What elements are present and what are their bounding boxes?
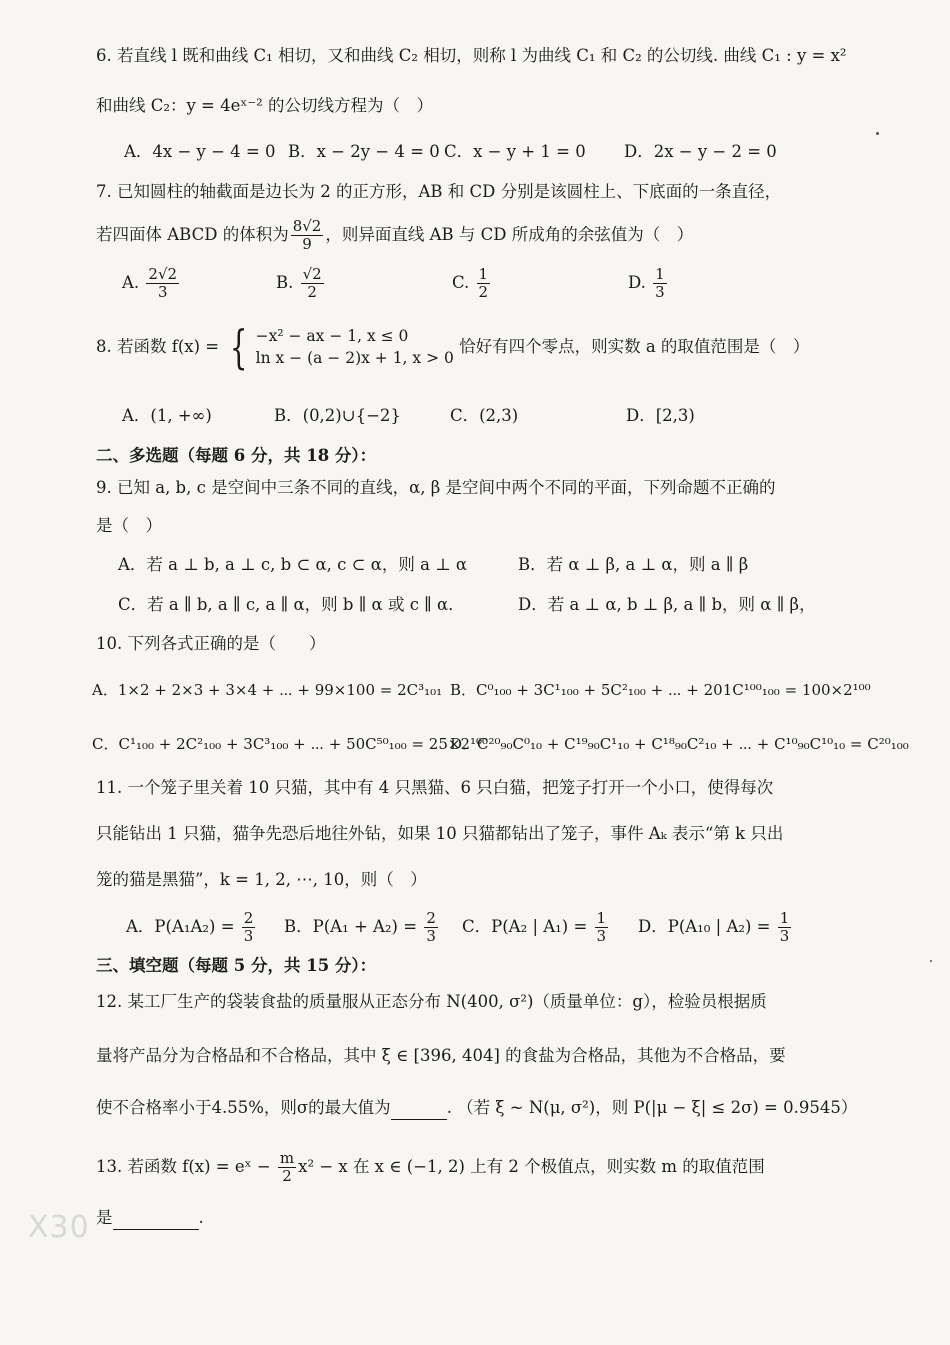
q7-line2	[96, 218, 693, 253]
q11-option-b-num: 2	[426, 909, 436, 927]
q11-option-a-fraction	[242, 910, 256, 945]
q9-option-b: B．若 α ⊥ β, a ⊥ α，则 a ∥ β	[518, 555, 749, 574]
section-3-heading: 三、填空题（每题 5 分，共 15 分）：	[96, 956, 377, 975]
q13-answer-blank[interactable]	[113, 1211, 199, 1230]
q7-line1: 7. 已知圆柱的轴截面是边长为 2 的正方形，AB 和 CD 分别是该圆柱上、下底面的一条直径，	[96, 182, 782, 201]
q7-option-d	[628, 266, 669, 301]
q9-option-a: A．若 a ⊥ b, a ⊥ c, b ⊂ α, c ⊂ α，则 a ⊥ α	[118, 555, 468, 574]
q11-option-c-den: 3	[596, 927, 607, 945]
q7-volume-num: 8√2	[292, 217, 322, 235]
q7-option-b-den: 2	[307, 283, 317, 301]
q13-line1-post: x² − x 在 x ∈ (−1, 2) 上有 2 个极值点，则实数 m 的取值范围	[298, 1157, 765, 1176]
q12-answer-blank[interactable]	[391, 1101, 447, 1120]
q12-line2: 量将产品分为合格品和不合格品，其中 ξ ∈ [396, 404] 的食盐为合格品，其他为不合格品，要	[96, 1046, 786, 1065]
section-2-heading: 二、多选题（每题 6 分，共 18 分）：	[96, 446, 377, 465]
q11-option-d	[638, 910, 793, 945]
q7-option-d-fraction	[653, 266, 667, 301]
q9-line1: 9. 已知 a, b, c 是空间中三条不同的直线，α, β 是空间中两个不同的平面，下列命题不正确的	[96, 478, 776, 497]
q8-option-d: D．[2,3)	[626, 406, 695, 425]
q8-option-a: A．(1, +∞)	[122, 406, 212, 425]
q11-option-b-fraction	[424, 910, 438, 945]
q7-option-d-den: 3	[655, 283, 665, 301]
q11-option-d-num: 1	[779, 909, 790, 927]
q11-line1: 11. 一个笼子里关着 10 只猫，其中有 4 只黑猫、6 只白猫，把笼子打开一个小口，使得每次	[96, 778, 774, 797]
q7-option-b-num: √2	[302, 265, 322, 283]
q8-stem	[96, 320, 810, 374]
q9-option-d: D．若 a ⊥ α, b ⊥ β, a ∥ b，则 α ∥ β，	[518, 595, 816, 614]
q11-option-d-pre: D．P(A₁₀ | A₂) =	[638, 917, 771, 936]
q8-post: 恰好有四个零点，则实数 a 的取值范围是（ ）	[459, 337, 810, 356]
q6-option-d: D．2x − y − 2 = 0	[624, 142, 777, 161]
scan-speck	[876, 132, 879, 135]
q9-line2: 是（ ）	[96, 516, 162, 535]
q7-line2-pre: 若四面体 ABCD 的体积为	[96, 225, 289, 244]
q8-option-b: B．(0,2)∪{−2}	[274, 406, 401, 425]
watermark: X30	[28, 1210, 90, 1245]
q8-cases	[256, 325, 454, 369]
q7-option-c-num: 1	[478, 265, 489, 283]
q13-line2-post: .	[198, 1208, 204, 1227]
q8-pre: 8. 若函数 f(x) =	[96, 337, 220, 356]
q7-option-a	[122, 266, 181, 301]
q6-line2: 和曲线 C₂：y = 4eˣ⁻² 的公切线方程为（ ）	[96, 96, 433, 115]
q7-option-c-fraction	[477, 266, 491, 301]
q11-option-c-pre: C．P(A₂ | A₁) =	[462, 917, 588, 936]
q11-option-c-num: 1	[596, 909, 607, 927]
q7-line2-post: ，则异面直线 AB 与 CD 所成角的余弦值为（ ）	[325, 225, 694, 244]
q7-option-c-den: 2	[478, 283, 489, 301]
q13-line2-pre: 是	[96, 1208, 113, 1227]
q11-option-b-pre: B．P(A₁ + A₂) =	[284, 917, 418, 936]
q7-option-b	[276, 266, 326, 301]
q10-option-a: A．1×2 + 2×3 + 3×4 + ⋯ + 99×100 = 2C³₁₀₁	[92, 681, 443, 699]
q13-m-fraction	[278, 1150, 296, 1185]
q13-line1-pre: 13. 若函数 f(x) = eˣ −	[96, 1157, 271, 1176]
q11-option-d-den: 3	[779, 927, 790, 945]
q11-option-a	[126, 910, 257, 945]
q8-case2: ln x − (a − 2)x + 1, x > 0	[255, 349, 454, 367]
q10-stem: 10. 下列各式正确的是（ ）	[96, 634, 326, 653]
q13-m-den: 2	[282, 1167, 292, 1185]
q11-option-b-den: 3	[426, 927, 436, 945]
q12-line3-post: . （若 ξ ~ N(μ, σ²)，则 P(|μ − ξ| ≤ 2σ) = 0.9545）	[446, 1098, 858, 1117]
q7-option-a-num: 2√2	[148, 265, 178, 283]
q11-option-b	[284, 910, 440, 945]
q13-line1	[96, 1150, 765, 1185]
q7-option-c	[452, 266, 492, 301]
q13-m-num: m	[279, 1149, 295, 1167]
q7-volume-den: 9	[302, 235, 312, 253]
q11-option-c	[462, 910, 610, 945]
q11-option-c-fraction	[595, 910, 609, 945]
q7-option-a-fraction	[146, 266, 179, 301]
q10-option-b: B．C⁰₁₀₀ + 3C¹₁₀₀ + 5C²₁₀₀ + ⋯ + 201C¹⁰⁰₁₀₀ = 100×2¹⁰⁰	[450, 681, 871, 699]
q11-option-a-den: 3	[243, 927, 254, 945]
q6-option-c: C．x − y + 1 = 0	[444, 142, 586, 161]
q8-option-c: C．(2,3)	[450, 406, 519, 425]
q11-option-a-pre: A．P(A₁A₂) =	[126, 917, 235, 936]
q8-piecewise	[224, 320, 454, 374]
q11-line3: 笼的猫是黑猫”，k = 1, 2, ⋯, 10，则（ ）	[96, 870, 427, 889]
q6-option-b: B．x − 2y − 4 = 0	[288, 142, 440, 161]
q7-option-d-num: 1	[655, 265, 665, 283]
q7-option-d-label: D.	[628, 273, 646, 292]
q9-option-c: C．若 a ∥ b, a ∥ c, a ∥ α，则 b ∥ α 或 c ∥ α．	[118, 595, 465, 614]
q12-line3-pre: 使不合格率小于4.55%，则σ的最大值为	[96, 1098, 391, 1117]
q8-case1: −x² − ax − 1, x ≤ 0	[255, 327, 409, 345]
q11-option-a-num: 2	[243, 909, 254, 927]
q7-option-b-fraction	[301, 266, 324, 301]
q6-line1: 6. 若直线 l 既和曲线 C₁ 相切，又和曲线 C₂ 相切，则称 l 为曲线 C₁ 和 C₂ 的公切线. 曲线 C₁ : y = x²	[96, 46, 847, 65]
q7-option-a-label: A.	[122, 273, 140, 292]
q7-volume-fraction	[291, 218, 324, 253]
q11-option-d-fraction	[778, 910, 792, 945]
scan-speck	[930, 960, 932, 962]
q11-line2: 只能钻出 1 只猫，猫争先恐后地往外钻，如果 10 只猫都钻出了笼子，事件 Aₖ 表示“第 k 只出	[96, 824, 784, 843]
q12-line3	[96, 1096, 857, 1120]
q8-brace: {	[230, 320, 248, 374]
q12-line1: 12. 某工厂生产的袋装食盐的质量服从正态分布 N(400, σ²)（质量单位：g），检验员根据质	[96, 992, 767, 1011]
q6-option-a: A．4x − y − 4 = 0	[124, 142, 276, 161]
q13-line2	[96, 1206, 204, 1230]
q7-option-c-label: C.	[452, 273, 470, 292]
q7-option-b-label: B.	[276, 273, 294, 292]
q10-option-d: D．C²⁰₉₀C⁰₁₀ + C¹⁹₉₀C¹₁₀ + C¹⁸₉₀C²₁₀ + ⋯ + C¹⁰₉₀C¹⁰₁₀ = C²⁰₁₀₀	[450, 735, 909, 753]
q7-option-a-den: 3	[157, 283, 168, 301]
q10-option-c: C．C¹₁₀₀ + 2C²₁₀₀ + 3C³₁₀₀ + ⋯ + 50C⁵⁰₁₀₀ = 25×2¹⁰⁰	[92, 735, 489, 753]
